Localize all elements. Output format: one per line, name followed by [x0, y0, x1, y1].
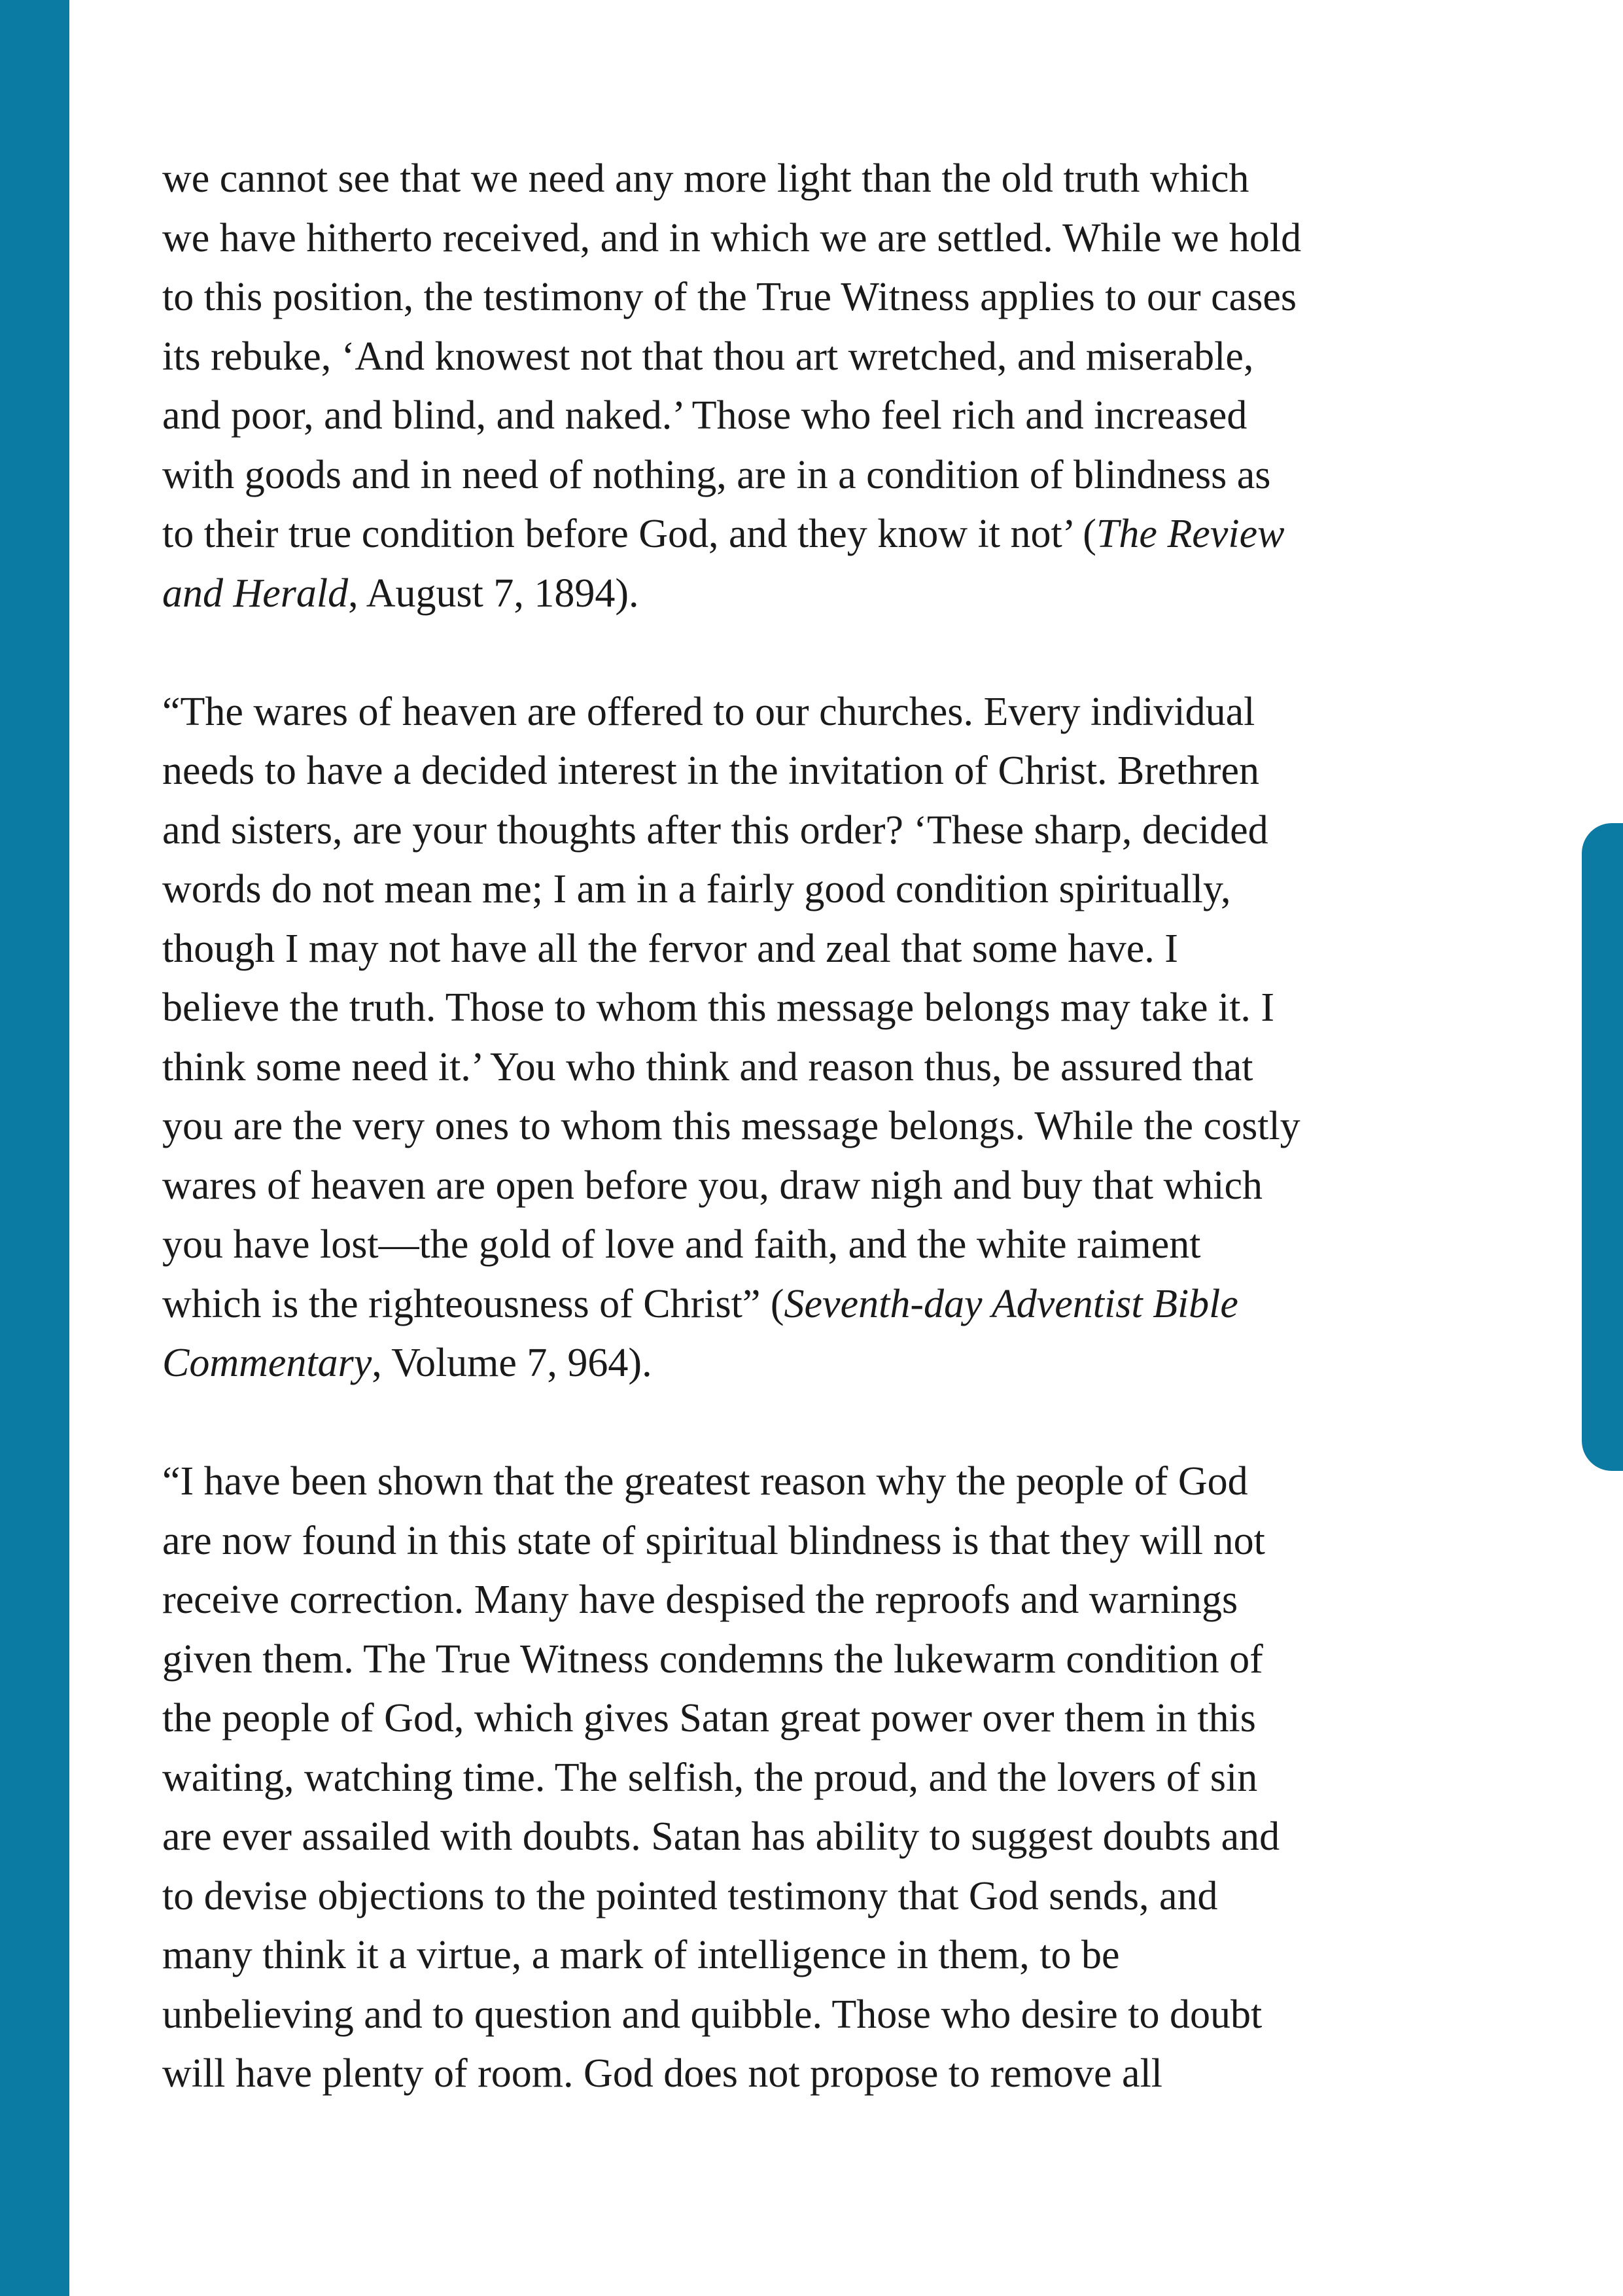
text-line: given them. The True Witness condemns the lukewarm condition of	[162, 1636, 1263, 1682]
text-line: though I may not have all the fervor and zeal that some have. I	[162, 926, 1178, 971]
text-line: are now found in this state of spiritual blindness is that they will not	[162, 1518, 1265, 1563]
text-line: its rebuke, ‘And knowest not that thou art wretched, and miserable,	[162, 334, 1254, 379]
text-run: to their true condition before God, and they know it not’ (	[162, 512, 1096, 556]
chapter-thumb-tab	[1582, 823, 1623, 1471]
text-line: will have plenty of room. God does not propose to remove all	[162, 2051, 1163, 2096]
text-line: “I have been shown that the greatest reason why the people of God	[162, 1459, 1248, 1504]
text-line: you are the very ones to whom this message belongs. While the costly	[162, 1104, 1300, 1148]
text-line: wares of heaven are open before you, draw nigh and buy that which	[162, 1163, 1263, 1208]
text-line	[162, 504, 1510, 564]
text-line: many think it a virtue, a mark of intelligence in them, to be	[162, 1933, 1120, 1977]
text-run: , Volume 7, 964).	[372, 1341, 652, 1385]
text-line: and sisters, are your thoughts after this order? ‘These sharp, decided	[162, 807, 1268, 853]
text-line: waiting, watching time. The selfish, the proud, and the lovers of sin	[162, 1755, 1258, 1800]
citation-title: Commentary	[162, 1341, 372, 1385]
text-line: with goods and in need of nothing, are in a condition of blindness as	[162, 452, 1271, 497]
text-line	[162, 1275, 1510, 1334]
text-line: the people of God, which gives Satan great power over them in this	[162, 1696, 1256, 1740]
text-line: to devise objections to the pointed testimony that God sends, and	[162, 1873, 1218, 1918]
text-line: receive correction. Many have despised the reproofs and warnings	[162, 1578, 1238, 1622]
text-line: you have lost—the gold of love and faith, and the white raiment	[162, 1222, 1201, 1267]
left-accent-bar	[0, 0, 69, 2296]
text-line: think some need it.’ You who think and reason thus, be assured that	[162, 1044, 1253, 1089]
paragraph-3	[162, 1452, 1510, 2104]
text-line: are ever assailed with doubts. Satan has ability to suggest doubts and	[162, 1814, 1280, 1859]
text-line: words do not mean me; I am in a fairly good condition spiritually,	[162, 867, 1231, 911]
text-line: needs to have a decided interest in the invitation of Christ. Brethren	[162, 749, 1259, 793]
text-run: which is the righteousness of Christ” (	[162, 1281, 784, 1326]
citation-title: The Review	[1096, 512, 1285, 556]
paragraph-2	[162, 682, 1510, 1393]
text-line	[162, 564, 1510, 624]
text-line: unbelieving and to question and quibble. Those who desire to doubt	[162, 1992, 1263, 2037]
text-line: we cannot see that we need any more light than the old truth which	[162, 156, 1249, 201]
text-line: “The wares of heaven are offered to our churches. Every individual	[162, 689, 1255, 734]
text-line: to this position, the testimony of the True Witness applies to our cases	[162, 275, 1297, 319]
citation-title: and Herald	[162, 571, 349, 616]
text-line: and poor, and blind, and naked.’ Those who feel rich and increased	[162, 393, 1248, 438]
text-line: believe the truth. Those to whom this message belongs may take it. I	[162, 985, 1275, 1030]
text-run: , August 7, 1894).	[348, 571, 639, 616]
citation-title: Seventh-day Adventist Bible	[784, 1281, 1238, 1326]
text-line	[162, 1333, 1510, 1393]
text-line: we have hitherto received, and in which we are settled. While we hold	[162, 215, 1302, 260]
page-body	[162, 149, 1510, 2104]
paragraph-1	[162, 149, 1510, 623]
